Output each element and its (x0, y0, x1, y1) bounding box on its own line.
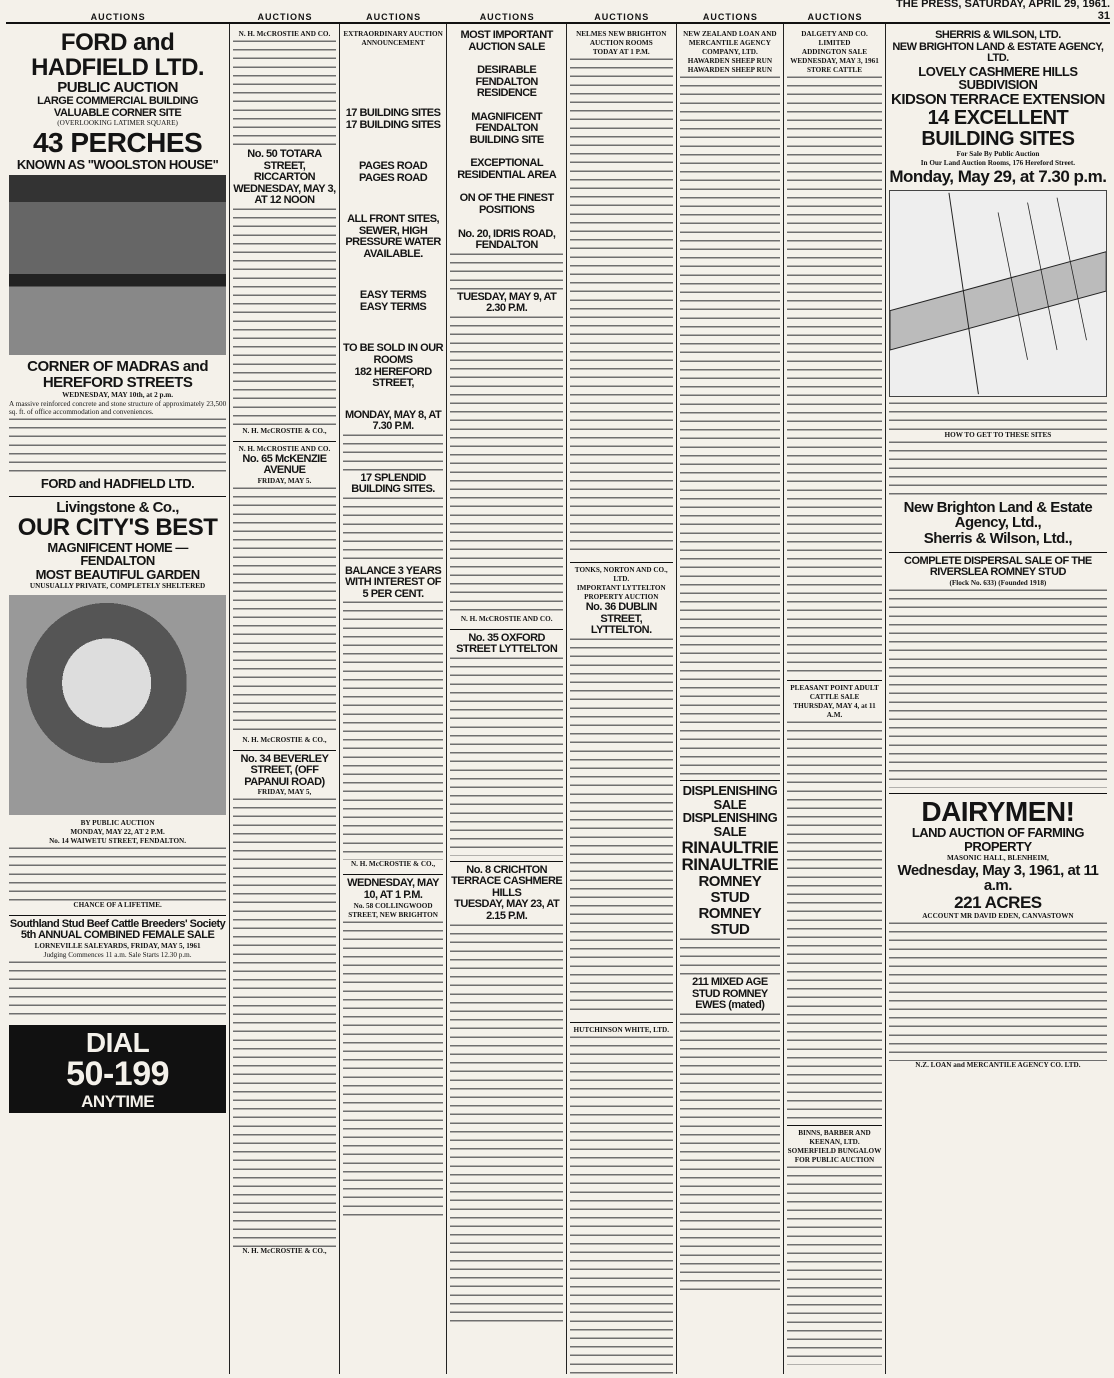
ad-headline: 211 MIXED AGE STUD ROMNEY EWES (mated) (691, 976, 768, 1012)
ad-title: EXTRAORDINARY AUCTION ANNOUNCEMENT (343, 30, 443, 47)
ad-headline: OUR CITY'S BEST (17, 514, 218, 542)
cashmere-ad (450, 862, 563, 1328)
ad-headline: 17 BUILDING SITES (345, 107, 441, 119)
ad-headline: MOST BEAUTIFUL GARDEN (35, 566, 200, 582)
livingstone-ad (9, 497, 226, 916)
ad-headline: DISPLENISHING SALE (682, 810, 778, 839)
ad-body-text (680, 1012, 781, 1292)
ad-subtitle: ACCOUNT MR DAVID EDEN, CANVASTOWN (922, 911, 1074, 920)
ad-headline: DAIRYMEN! (921, 795, 1075, 827)
ad-headline: PAGES ROAD (359, 171, 428, 184)
ad-subtitle: PUBLIC AUCTION (57, 79, 178, 97)
mccrostie-ad-1 (233, 27, 336, 442)
ad-body-text (787, 75, 882, 675)
section-heading: AUCTIONS (366, 12, 422, 22)
ad-body-text (233, 39, 336, 149)
ad-body-text (343, 496, 444, 566)
ad-address: No. 58 COLLINGWOOD STREET, NEW BRIGHTON (348, 901, 438, 919)
ad-headline: EASY TERMS (359, 289, 427, 302)
ad-headline: 17 BUILDING SITES (345, 118, 441, 131)
ad-firm: NEW BRIGHTON LAND & ESTATE AGENCY, LTD. (892, 40, 1104, 65)
ad-headline: SOMERFIELD BUNGALOW FOR PUBLIC AUCTION (787, 1147, 882, 1164)
ad-date: TUESDAY, MAY 9, AT 2.30 P.M. (456, 290, 557, 315)
ad-firm: Sherris & Wilson, Ltd., (923, 530, 1073, 548)
ad-title: DALGETY AND CO. LIMITED (801, 30, 868, 47)
dial-ad (9, 1026, 226, 1113)
tonks-ad (570, 563, 673, 1023)
section-heading: AUCTIONS (702, 12, 758, 22)
ad-firm: N. H. McCROSTIE & CO., (242, 426, 327, 435)
ad-body-text (889, 440, 1107, 500)
masthead: THE PRESS, SATURDAY, APRIL 29, 1961. 31 (896, 0, 1110, 22)
ad-body-text (9, 846, 226, 901)
column-2 (230, 24, 340, 1374)
ad-place: LORNEVILLE SALEYARDS, FRIDAY, MAY 5, 1961 (34, 941, 201, 950)
section-heading: AUCTIONS (807, 12, 863, 22)
ad-headline: 17 SPLENDID BUILDING SITES. (351, 471, 435, 496)
header-bar (6, 0, 1110, 24)
dial-label: DIAL (85, 1026, 150, 1058)
ad-headline: LOVELY CASHMERE HILLS SUBDIVISION (918, 63, 1078, 93)
dial-number: 50-199 (66, 1055, 170, 1094)
ad-address: No. 65 McKENZIE AVENUE (242, 452, 327, 477)
ad-headline: ROMNEY STUD (698, 904, 762, 938)
ford-hadfield-ad (9, 27, 226, 497)
column-5 (567, 24, 677, 1374)
ad-headline: BALANCE 3 YEARS WITH INTEREST OF 5 PER CENT. (344, 564, 442, 600)
section-heading: AUCTIONS (594, 12, 650, 22)
ad-title: MOST IMPORTANT AUCTION SALE (460, 29, 553, 53)
ad-date: WEDNESDAY, MAY 3, 1961 (790, 57, 879, 65)
column-1 (6, 24, 230, 1374)
ad-body-text (570, 637, 673, 1017)
ad-firm: N. H. McCROSTIE AND CO. (460, 614, 553, 623)
ad-headline: DISPLENISHING SALE (682, 783, 778, 812)
ad-subtitle: (Flock No. 633) (Founded 1918) (949, 578, 1047, 587)
ad-address: No. 20, IDRIS ROAD, FENDALTON (457, 227, 556, 252)
ad-subtitle: VALUABLE CORNER SITE (53, 106, 182, 119)
fendalton-ad (450, 27, 563, 630)
ad-address: No. 8 CRICHTON TERRACE CASHMERE HILLS (451, 863, 563, 899)
dial-anytime: ANYTIME (81, 1091, 155, 1111)
ad-subtitle: UNUSUALLY PRIVATE, COMPLETELY SHELTERED (29, 581, 206, 590)
ad-body-text (233, 797, 336, 1247)
ad-firm: N. H. McCROSTIE AND CO. (238, 30, 331, 38)
binns-ad (787, 1126, 882, 1370)
ad-headline: ROMNEY STUD (698, 873, 762, 906)
ad-firm: BINNS, BARBER AND KEENAN, LTD. (798, 1129, 871, 1146)
ad-body-text (450, 656, 563, 856)
ad-date: MONDAY, MAY 22, AT 2 P.M. (70, 827, 165, 836)
ad-body-text (450, 923, 563, 1323)
ad-headline: ALL FRONT SITES, SEWER, HIGH PRESSURE WATER AVAILABLE. (345, 213, 441, 260)
ad-body-text (450, 252, 563, 292)
ad-body-text (889, 921, 1107, 1061)
ad-title: Livingstone & Co., (56, 498, 179, 516)
ad-body-text (343, 600, 444, 860)
ad-date: Monday, May 29, at 7.30 p.m. (889, 166, 1107, 186)
ad-headline: TO BE SOLD IN OUR ROOMS (343, 342, 444, 367)
ad-date: Wednesday, May 3, 1961, at 11 a.m. (897, 861, 1099, 895)
ad-firm: N. H. McCROSTIE & CO., (350, 860, 436, 869)
ad-title: NEW ZEALAND LOAN AND MERCANTILE AGENCY COMPANY, LTD. (683, 30, 777, 56)
ad-firm: SHERRIS & WILSON, LTD. (935, 29, 1061, 41)
ad-subtitle: 5th ANNUAL COMBINED FEMALE SALE (20, 929, 215, 942)
column-7 (784, 24, 886, 1374)
kidson-terrace-ad (889, 27, 1107, 553)
ad-firm: TONKS, NORTON AND CO., LTD. (574, 566, 668, 583)
column-6 (677, 24, 785, 1374)
ad-date: FRIDAY, MAY 5, (257, 788, 312, 797)
ad-headline: 14 EXCELLENT BUILDING SITES (921, 106, 1075, 150)
ad-firm: New Brighton Land & Estate Agency, Ltd., (903, 498, 1093, 532)
dairymen-ad (889, 794, 1107, 1075)
ad-date: MONDAY, MAY 8, AT 7.30 P.M. (344, 408, 442, 433)
ad-firm: N. H. McCROSTIE AND CO. (238, 444, 331, 453)
ad-address: No. 14 WAIWETU STREET, FENDALTON. (49, 836, 187, 845)
section-heading: AUCTIONS (257, 12, 313, 22)
building-photo (9, 175, 226, 355)
ad-headline: STORE CATTLE (806, 66, 863, 74)
section-heading: AUCTIONS (90, 12, 146, 22)
stud-society-ad (9, 916, 226, 1026)
ad-firm: N. H. McCROSTIE & CO., (242, 1247, 327, 1256)
ad-body-text (787, 720, 882, 1120)
ad-footer: FORD and HADFIELD LTD. (40, 476, 195, 492)
section-heading: AUCTIONS (479, 12, 535, 22)
ad-headline: ADDINGTON SALE (801, 48, 868, 56)
ad-headline: KIDSON TERRACE EXTENSION (890, 90, 1105, 108)
house-photo (9, 595, 226, 815)
ad-headline: 43 PERCHES (32, 127, 203, 159)
ad-body-text (450, 315, 563, 615)
ad-title: IMPORTANT LYTTELTON PROPERTY AUCTION (576, 584, 666, 601)
ad-body-text (570, 57, 673, 557)
ad-headline: DESIRABLE FENDALTON RESIDENCE (475, 64, 538, 100)
ad-headline: KNOWN AS "WOOLSTON HOUSE" (16, 156, 219, 172)
ad-body: A massive reinforced concrete and stone structure of approximately 23,500 sq. ft. of office accommodation and conveniences. (9, 399, 227, 417)
ad-firm: N.Z. LOAN and MERCANTILE AGENCY CO. LTD. (915, 1060, 1081, 1069)
ad-title: FORD and HADFIELD LTD. (31, 29, 205, 82)
ad-headline: EXCEPTIONAL RESIDENTIAL AREA (457, 157, 557, 181)
ad-body-text (233, 486, 336, 736)
ad-date: TUESDAY, MAY 23, AT 2.15 P.M. (454, 898, 560, 923)
mccrostie-ad-3 (233, 751, 336, 1262)
ad-headline: COMPLETE DISPERSAL SALE OF THE RIVERSLEA ROMNEY STUD (904, 554, 1092, 579)
ad-headline: LAND AUCTION OF FARMING PROPERTY (911, 825, 1084, 854)
ad-date: FRIDAY, MAY 5. (257, 476, 312, 485)
ad-headline: MAGNIFICENT FENDALTON BUILDING SITE (469, 110, 544, 146)
ad-subtitle: HOW TO GET TO THESE SITES (944, 430, 1052, 439)
ad-headline: 221 ACRES (954, 893, 1042, 913)
romney-stud-ad (680, 781, 781, 1297)
hutchinson-ad (570, 1023, 673, 1374)
ad-headline: MAGNIFICENT HOME — FENDALTON (47, 539, 188, 569)
ad-headline: ON OF THE FINEST POSITIONS (459, 192, 554, 217)
ad-body-text (233, 207, 336, 427)
riverslea-ad (889, 553, 1107, 794)
ad-headline: HAWARDEN SHEEP RUN (687, 57, 773, 65)
ad-firm: HUTCHINSON WHITE, LTD. (573, 1025, 669, 1034)
ad-headline: PAGES ROAD (359, 160, 428, 173)
ad-footer: CHANCE OF A LIFETIME. (73, 900, 162, 909)
ad-headline: HAWARDEN SHEEP RUN (687, 66, 773, 74)
ad-date: THURSDAY, MAY 4, at 11 A.M. (793, 702, 876, 719)
ad-subtitle: In Our Land Auction Rooms, 176 Hereford Street. (920, 158, 1076, 167)
subdivision-map (889, 190, 1107, 397)
nelmes-ad (570, 27, 673, 563)
ad-body-text (889, 401, 1107, 431)
ad-subtitle: (OVERLOOKING LATIMER SQUARE) (57, 119, 178, 128)
ad-body-text (680, 75, 781, 775)
dalgety-ad (787, 27, 882, 681)
ad-title: Southland Stud Beef Cattle Breeders' Society (9, 917, 226, 930)
ad-address: No. 50 TOTARA STREET, RICCARTON (247, 148, 322, 184)
collingwood-ad (343, 875, 444, 1224)
ad-body-text (570, 1035, 673, 1374)
ad-headline: RINAULTRIE (681, 855, 779, 875)
ad-date: TODAY AT 1 P.M. (592, 48, 650, 56)
ad-headline: CORNER OF MADRAS and HEREFORD STREETS (27, 358, 208, 391)
ad-body-text (680, 937, 781, 977)
column-8 (886, 24, 1110, 1374)
ad-body-text (343, 433, 444, 473)
ad-headline: PLEASANT POINT ADULT CATTLE SALE (790, 684, 879, 701)
ad-body-text (787, 1165, 882, 1365)
ad-firm: N. H. McCROSTIE & CO., (242, 735, 327, 744)
ad-subtitle: For Sale By Public Auction (956, 149, 1040, 158)
ad-time: Judging Commences 11 a.m. Sale Starts 12.30 p.m. (43, 950, 192, 959)
lyttelton-ad (450, 630, 563, 862)
ad-subtitle: BY PUBLIC AUCTION (80, 818, 155, 827)
ad-headline: RINAULTRIE (681, 837, 779, 857)
ad-headline: EASY TERMS (359, 300, 427, 313)
building-sites-ad (343, 27, 444, 875)
ad-body-text (889, 588, 1107, 788)
ad-date: WEDNESDAY, MAY 10th, at 2 p.m. (62, 390, 174, 399)
nz-loan-ad (680, 27, 781, 781)
ad-subtitle: LARGE COMMERCIAL BUILDING (37, 95, 199, 108)
column-4 (447, 24, 567, 1374)
ad-place: MASONIC HALL, BLENHEIM, (946, 853, 1049, 862)
ad-body-text (343, 920, 444, 1220)
ad-date: WEDNESDAY, MAY 3, AT 12 NOON (233, 182, 336, 207)
column-3 (340, 24, 448, 1374)
ad-body-text (9, 417, 226, 477)
map-drawing (890, 191, 1106, 396)
ad-title: NELMES NEW BRIGHTON AUCTION ROOMS (576, 30, 667, 47)
pleasant-point-ad (787, 681, 882, 1126)
ad-address: No. 34 BEVERLEY STREET, (OFF PAPANUI ROAD) (240, 752, 329, 788)
ad-date: WEDNESDAY, MAY 10, AT 1 P.M. (347, 877, 439, 902)
ad-address: No. 35 OXFORD STREET LYTTELTON (456, 631, 558, 656)
ad-address: No. 36 DUBLIN STREET, LYTTELTON. (585, 601, 657, 637)
ad-address: 182 HEREFORD STREET, (354, 365, 432, 390)
ad-body-text (9, 960, 226, 1020)
mccrostie-ad-2 (233, 442, 336, 751)
